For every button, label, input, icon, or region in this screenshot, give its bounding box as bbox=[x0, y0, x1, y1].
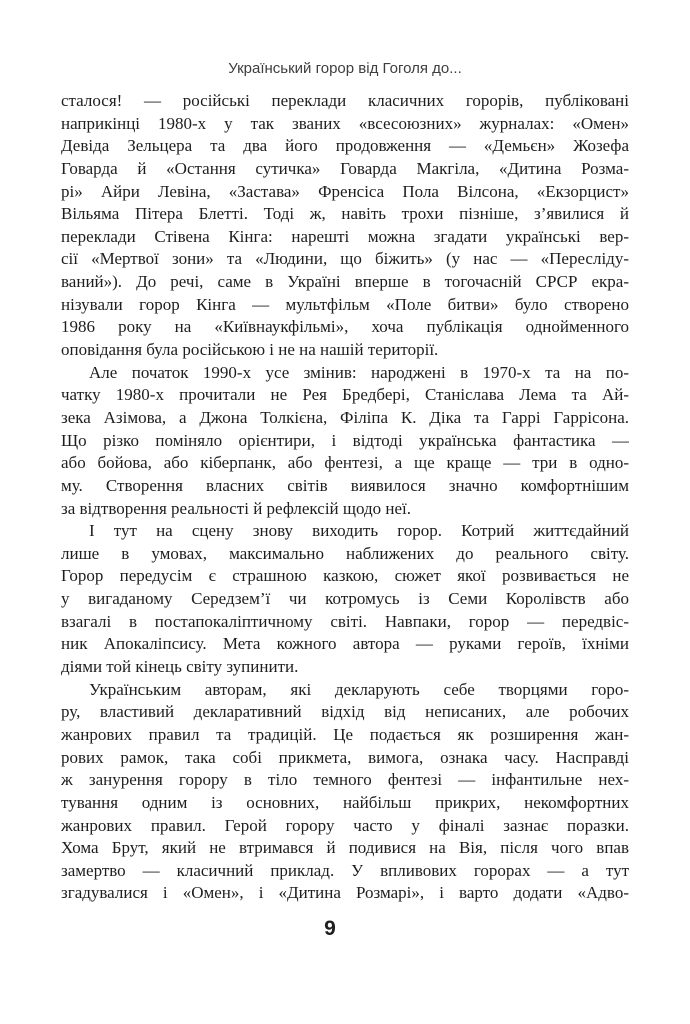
page-number: 9 bbox=[324, 917, 336, 940]
text-line: зека Азімова, а Джона Толкієна, Філіпа К. Діка та Гаррі Гаррісона. bbox=[61, 407, 629, 427]
text-line: або бойова, або кіберпанк, або фентезі, а ще краще — три в одно- bbox=[61, 453, 629, 473]
paragraph bbox=[61, 679, 629, 905]
text-line: жанрових правил та традицій. Це подається як розширення жан- bbox=[61, 724, 629, 744]
text-line: Українським авторам, які декларують себе творцями горо- bbox=[89, 679, 629, 699]
text-line: Що різко поміняло орієнтири, і відтоді українська фантастика — bbox=[61, 430, 629, 450]
text-line: І тут на сцену знову виходить горор. Котрий життєдайний bbox=[89, 521, 629, 541]
paragraph bbox=[61, 90, 629, 362]
text-line: замертво — класичний приклад. У впливових горорах — а тут bbox=[61, 860, 629, 880]
running-header: Український горор від Гоголя до... bbox=[228, 60, 462, 77]
text-line: 1986 року на «Київнаукфільмі», хоча публікація однойменного bbox=[61, 317, 629, 337]
text-line: Девіда Зельцера та два його продовження — «Демьєн» Жозефа bbox=[61, 136, 629, 156]
text-line: сталося! — російські переклади класичних горорів, публіковані bbox=[61, 91, 629, 110]
text-line: тування одним із основних, найбільш прикрих, некомфортних bbox=[61, 792, 629, 812]
text-line: Хома Брут, який не втримався й подивися на Вія, після чого впав bbox=[61, 838, 629, 858]
text-line: нізували горор Кінга — мультфільм «Поле битви» було створено bbox=[61, 294, 629, 314]
text-line: рових рамок, така собі прикмета, вимога, ознака часу. Насправді bbox=[61, 747, 629, 767]
text-line: взагалі в постапокаліптичному світі. Навпаки, горор — передвіс- bbox=[61, 611, 629, 631]
text-line: оповідання була російською і не на нашій території. bbox=[61, 340, 439, 360]
text-line: рі» Айри Левіна, «Застава» Френсіса Пола Вілсона, «Екзорцист» bbox=[61, 181, 629, 201]
text-line: сії «Мертвої зони» та «Людини, що біжить» (у нас — «Пересліду- bbox=[61, 249, 629, 269]
text-line: у вигаданому Середзем’ї чи котромусь із Семи Королівств або bbox=[61, 589, 629, 609]
text-line: Вільяма Пітера Блетті. Тоді ж, навіть трохи пізніше, з’явилися й bbox=[61, 204, 629, 224]
paragraph bbox=[61, 362, 629, 520]
text-line: ник Апокаліпсису. Мета кожного автора — руками героїв, їхніми bbox=[61, 634, 629, 654]
text-line: діями той кінець світу зупинити. bbox=[61, 657, 299, 677]
text-line: му. Створення власних світів виявилося значно комфортнішим bbox=[61, 475, 629, 495]
text-line: Але початок 1990-х усе змінив: народжені в 1970-х та на по- bbox=[89, 362, 629, 382]
text-line: ру, властивий декларативний відхід від неписаних, але робочих bbox=[61, 702, 629, 722]
text-line: наприкінці 1980-х у так званих «всесоюзних» журналах: «Омен» bbox=[61, 113, 629, 133]
text-line: переклади Стівена Кінга: нарешті можна згадати українські вер- bbox=[61, 226, 629, 246]
text-line: згадувалися і «Омен», і «Дитина Розмарі», і варто додати «Адво- bbox=[61, 883, 629, 903]
text-line: жанрових правил. Герой горору часто у фіналі зазнає поразки. bbox=[61, 815, 629, 835]
text-line: чатку 1980-х прочитали не Рея Бредбері, Станіслава Лема та Ай- bbox=[61, 385, 629, 405]
text-line: ваний»). До речі, саме в Україні вперше в тогочасній СРСР екра- bbox=[61, 272, 629, 292]
paragraph bbox=[61, 520, 629, 678]
body-text bbox=[61, 90, 629, 905]
text-line: лише в умовах, максимально наближених до реального світу. bbox=[61, 543, 629, 563]
text-line: ж занурення горору в тіло темного фентезі — інфантильне нех- bbox=[61, 770, 629, 790]
text-line: за відтворення реальності й рефлексій щодо неї. bbox=[61, 498, 412, 518]
text-line: Горор передусім є страшною казкою, сюжет якої розвивається не bbox=[61, 566, 629, 586]
text-line: Говарда й «Остання сутичка» Говарда Макгіла, «Дитина Розма- bbox=[61, 158, 629, 178]
